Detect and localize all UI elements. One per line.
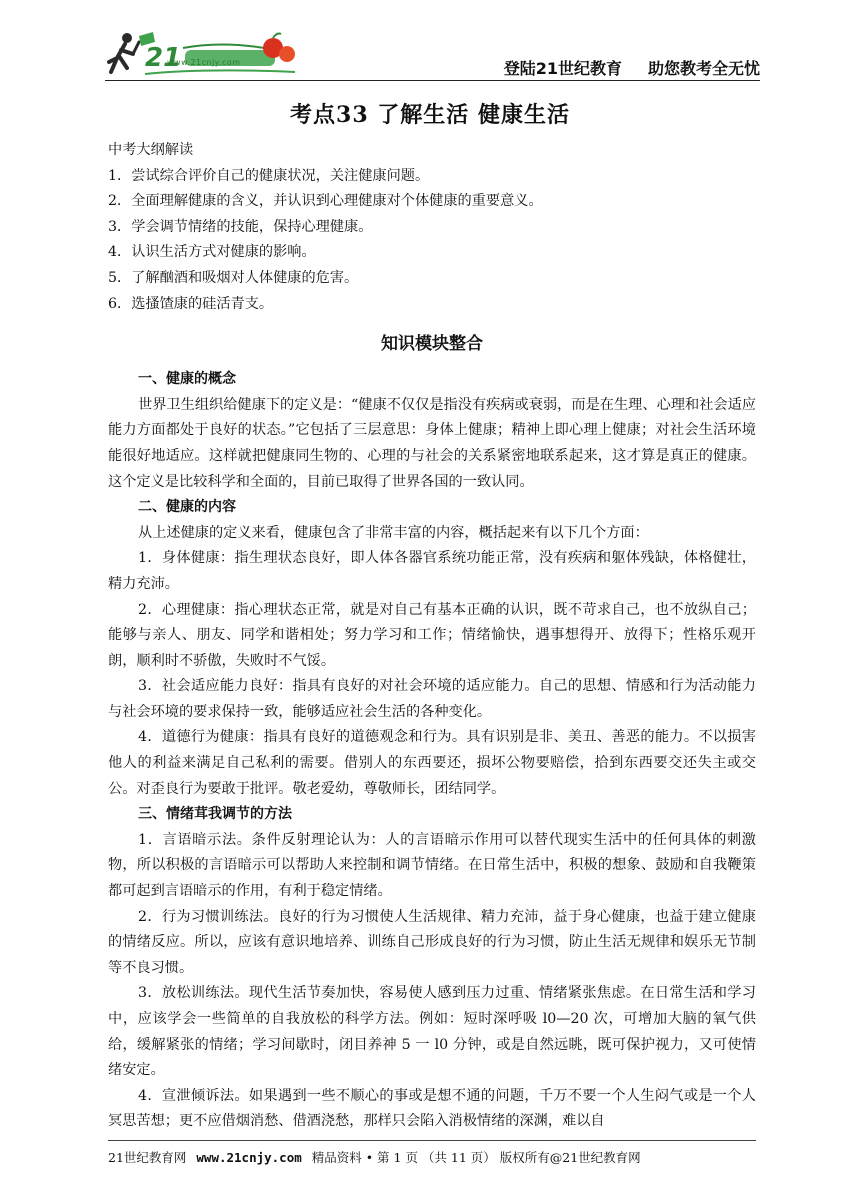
header-divider bbox=[105, 80, 760, 81]
paragraph: 从上述健康的定义来看，健康包含了非常丰富的内容，概括起来有以下几个方面： bbox=[138, 524, 649, 541]
outline-item: 3．学会调节情绪的技能，保持心理健康。 bbox=[108, 218, 373, 235]
document-body bbox=[108, 138, 756, 1135]
section-heading: 三、情绪茸我调节的方法 bbox=[138, 806, 292, 823]
logo-graphic bbox=[105, 28, 305, 80]
paragraph: 4．道德行为健康：指具有良好的道德观念和行为。具有识别是非、美丑、善恶的能力。不以损害他人的利益来满足自己私利的需要。借别人的东西要还，损坏公物要赔偿，拾到东西要交还失主或交公。对歪良行为要敢于批评。敬老爱幼，尊敬师长，团结同学。 bbox=[108, 729, 756, 797]
paragraph: 1．身体健康：指生理状态良好，即人体各器官系统功能正常，没有疾病和躯体残缺，体格健壮，精力充沛。 bbox=[108, 550, 756, 592]
paragraph: 3．社会适应能力良好：指具有良好的对社会环境的适应能力。自己的思想、情感和行为活动能力与社会环境的要求保持一致，能够适应社会生活的各种变化。 bbox=[108, 678, 756, 720]
footer-right: 精品资料 • 第 1 页 （共 11 页） 版权所有@21世纪教育网 bbox=[311, 1150, 641, 1165]
paragraph: 1．言语暗示法。条件反射理论认为：人的言语暗示作用可以替代现实生活中的任何具体的刺激物，所以积极的言语暗示可以帮助人来控制和调节情绪。在日常生活中，积极的想象、鼓励和自我鞭策都可起到言语暗示的作用，有利于稳定情绪。 bbox=[108, 831, 756, 900]
slogan-right: 助您教考全无忧 bbox=[647, 59, 760, 78]
module-title: 知识模块整合 bbox=[381, 334, 483, 355]
section-heading: 一、健康的概念 bbox=[138, 371, 236, 388]
outline-item: 6．选搔馇康的硅活青支。 bbox=[108, 295, 274, 312]
footer-divider bbox=[108, 1140, 756, 1141]
outline-heading: 中考大纲解读 bbox=[108, 142, 194, 158]
svg-text:21: 21 bbox=[145, 43, 182, 73]
page-footer bbox=[108, 1148, 756, 1166]
footer-left: 21世纪教育网 bbox=[108, 1150, 187, 1165]
paragraph: 4．宣泄倾诉法。如果遇到一些不顺心的事或是想不通的问题，千万不要一个人生闷气或是一个人冥思苦想；更不应借烟消愁、借酒浇愁，那样只会陷入消极情绪的深渊，难以自 bbox=[108, 1087, 756, 1130]
paragraph: 2．行为习惯训练法。良好的行为习惯使人生活规律、精力充沛，益于身心健康，也益于建立健康的情绪反应。所以，应该有意识地培养、训练自己形成良好的行为习惯，防止生活无规律和娱乐无节制等不良习惯。 bbox=[108, 908, 756, 976]
logo bbox=[105, 28, 305, 80]
logo-url: www.21cnjy.com bbox=[167, 58, 241, 67]
outline-item: 5．了解酗酒和吸烟对人体健康的危害。 bbox=[108, 269, 359, 286]
page-title: 考点33 了解生活 健康生活 bbox=[290, 102, 570, 128]
slogan-left: 登陆21世纪教育 bbox=[503, 59, 622, 78]
outline-item: 2．全面理解健康的含义，并认识到心理健康对个体健康的重要意义。 bbox=[108, 193, 543, 210]
footer-site-link[interactable]: www.21cnjy.com bbox=[196, 1150, 302, 1165]
outline-item: 1．尝试综合评价自己的健康状况，关注健康问题。 bbox=[108, 167, 430, 184]
paragraph: 2．心理健康：指心理状态正常，就是对自己有基本正确的认识，既不苛求自己，也不放纵自己；能够与亲人、朋友、同学和谐相处；努力学习和工作；情绪愉快，遇事想得开、放得下；性格乐观开朗，顺利时不骄傲，失败时不气馁。 bbox=[108, 601, 756, 669]
outline-item: 4．认识生活方式对健康的影响。 bbox=[108, 244, 316, 261]
paragraph: 3．放松训练法。现代生活节奏加快，容易使人感到压力过重、情绪紧张焦虑。在日常生活和学习中，应该学会一些简单的自我放松的科学方法。例如：短时深呼吸 l0—20 次，可增加大脑的氧气供给，缓解紧张的情绪；学习间歇时，闭目养神 5 一 l0 分钟，或是自然远眺，既可保护视力，又可使情绪安定。 bbox=[108, 985, 756, 1079]
section-heading: 二、健康的内容 bbox=[138, 499, 236, 516]
paragraph: 世界卫生组织给健康下的定义是：“健康不仅仅是指没有疾病或衰弱，而是在生理、心理和社会适应能力方面都处于良好的状态。”它包括了三层意思：身体上健康；精神上即心理上健康；对社会生活环境能很好地适应。这样就把健康同生物的、心理的与社会的关系紧密地联系起来，这才算是真正的健康。这个定义是比较科学和全面的，目前已取得了世界各国的一致认同。 bbox=[108, 396, 756, 490]
header-slogan bbox=[504, 56, 760, 79]
page-header bbox=[105, 22, 760, 82]
